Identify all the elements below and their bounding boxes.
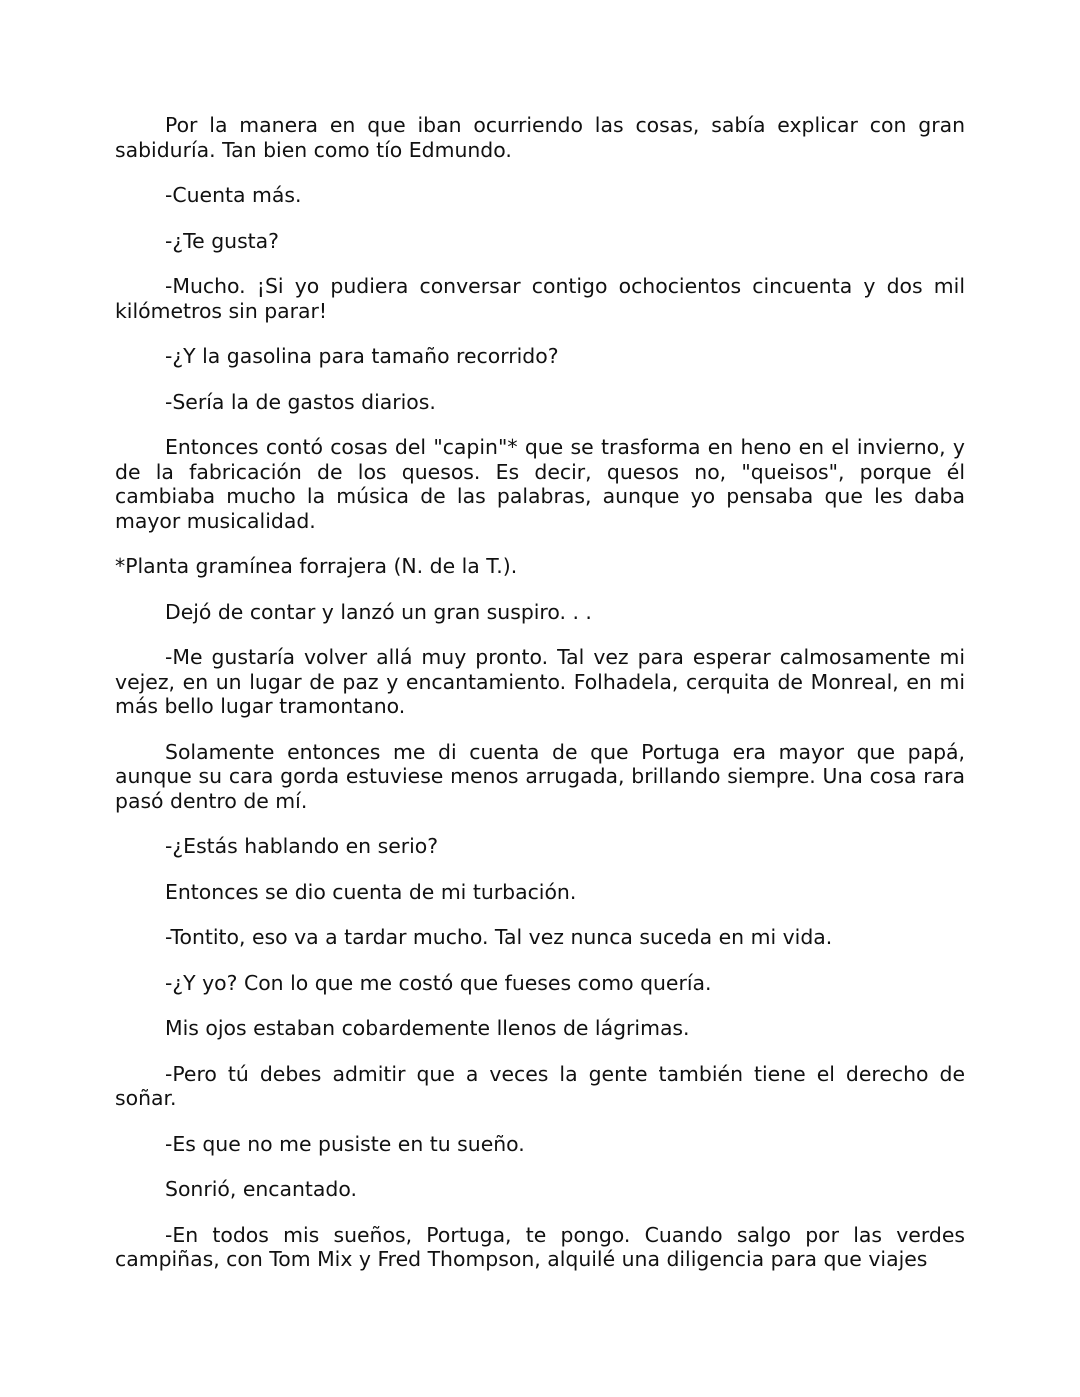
paragraph: Solamente entonces me di cuenta de que Portuga era mayor que papá, aunque su cara gorda estuviese menos arrugada, brillando siempre. Una cosa rara pasó dentro de mí. bbox=[115, 739, 965, 813]
paragraph: Mis ojos estaban cobardemente llenos de lágrimas. bbox=[165, 1016, 690, 1040]
dialogue-line: -¿Y la gasolina para tamaño recorrido? bbox=[165, 344, 559, 368]
paragraph: Entonces contó cosas del "capin"* que se trasforma en heno en el invierno, y de la fabricación de los quesos. Es decir, quesos no, "queisos", porque él cambiaba mucho la música de las palabras, aunque yo pensaba que les daba mayor musicalidad. bbox=[115, 435, 965, 533]
dialogue-line: -¿Estás hablando en serio? bbox=[165, 834, 439, 858]
dialogue-line: -¿Y yo? Con lo que me costó que fueses como quería. bbox=[165, 970, 712, 995]
paragraph: Dejó de contar y lanzó un gran suspiro. . . bbox=[165, 599, 592, 624]
dialogue-line: -Sería la de gastos diarios. bbox=[165, 389, 436, 414]
document-page bbox=[115, 113, 965, 1272]
dialogue-line: -En todos mis sueños, Portuga, te pongo. Cuando salgo por las verdes campiñas, con Tom Mix y Fred Thompson, alquilé una diligencia para que viajes bbox=[115, 1222, 965, 1271]
paragraph: Por la manera en que iban ocurriendo las cosas, sabía explicar con gran sabiduría. Tan bien como tío Edmundo. bbox=[115, 113, 965, 162]
dialogue-line: -Es que no me pusiste en tu sueño. bbox=[165, 1131, 525, 1156]
paragraph: Entonces se dio cuenta de mi turbación. bbox=[165, 879, 577, 904]
dialogue-line: -Mucho. ¡Si yo pudiera conversar contigo ochocientos cincuenta y dos mil kilómetros sin parar! bbox=[115, 274, 965, 323]
dialogue-line: -Pero tú debes admitir que a veces la gente también tiene el derecho de soñar. bbox=[115, 1061, 965, 1110]
dialogue-line: -Cuenta más. bbox=[165, 183, 302, 207]
footnote: *Planta gramínea forrajera (N. de la T.). bbox=[115, 554, 518, 578]
paragraph: Sonrió, encantado. bbox=[165, 1177, 357, 1201]
dialogue-line: -Me gustaría volver allá muy pronto. Tal vez para esperar calmosamente mi vejez, en un lugar de paz y encantamiento. Folhadela, cerquita de Monreal, en mi más bello lugar tramontano. bbox=[115, 645, 965, 718]
dialogue-line: -¿Te gusta? bbox=[165, 228, 279, 253]
dialogue-line: -Tontito, eso va a tardar mucho. Tal vez nunca suceda en mi vida. bbox=[165, 925, 833, 949]
